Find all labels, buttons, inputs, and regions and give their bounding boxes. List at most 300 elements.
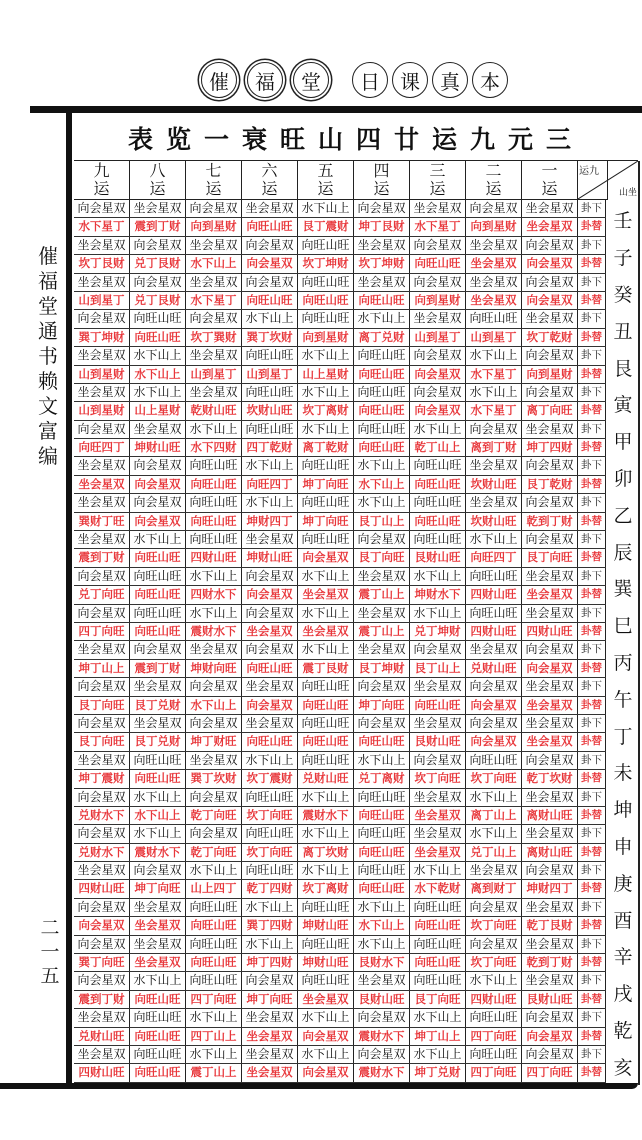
- table-cell: 坤丁兑财: [410, 1064, 466, 1081]
- table-cell: 水下山上: [298, 568, 354, 585]
- table-cell: 向旺山旺: [410, 476, 466, 493]
- table-row: [74, 660, 606, 678]
- table-row: [74, 678, 606, 696]
- table-cell: 坐会星双: [242, 715, 298, 732]
- table-cell: 向旺山旺: [186, 972, 242, 989]
- gua-label: 卦下: [578, 494, 606, 511]
- table-cell: 向旺山旺: [242, 347, 298, 364]
- table-cell: 坐会星双: [522, 200, 578, 217]
- table-cell: 向旺山旺: [242, 292, 298, 309]
- mountain-label: 丙: [613, 652, 633, 674]
- table-cell: 震到丁财: [130, 660, 186, 677]
- table-cell: 向会星双: [354, 715, 410, 732]
- table-cell: 震财水下: [130, 844, 186, 861]
- gua-label: 卦替: [578, 402, 606, 419]
- table-cell: 水下山上: [466, 789, 522, 806]
- table-cell: 山到星丁: [410, 329, 466, 346]
- table-cell: 水下山上: [354, 752, 410, 769]
- table-cell: 向旺山旺: [466, 605, 522, 622]
- table-row: [74, 310, 606, 328]
- table-cell: 向会星双: [466, 733, 522, 750]
- mountain-label: 巳: [613, 615, 633, 638]
- side-author-text: 催福堂通书赖文富编: [38, 244, 58, 468]
- mountain-label: 乙: [613, 504, 633, 527]
- table-cell: 坐会星双: [74, 1009, 130, 1026]
- gua-label: 卦替: [578, 218, 606, 235]
- table-cell: 水下山上: [242, 899, 298, 916]
- table-cell: 水下山上: [130, 972, 186, 989]
- table-cell: 向会星双: [354, 678, 410, 695]
- fortune-table: [74, 200, 606, 1083]
- table-cell: 兑丁山上: [466, 844, 522, 861]
- table-row: [74, 605, 606, 623]
- table-cell: 巽丁四财: [242, 917, 298, 934]
- table-cell: 向会星双: [466, 678, 522, 695]
- table-cell: 水下山上: [130, 384, 186, 401]
- table-cell: 水下山上: [242, 936, 298, 953]
- table-cell: 坤财山旺: [298, 954, 354, 971]
- table-cell: 乾到丁财: [522, 954, 578, 971]
- table-cell: 向会星双: [186, 678, 242, 695]
- table-cell: 四丁向旺: [186, 991, 242, 1008]
- table-cell: 坎丁向旺: [242, 807, 298, 824]
- table-cell: 水下山上: [298, 1046, 354, 1063]
- table-cell: 坐会星双: [242, 623, 298, 640]
- gua-label: 卦替: [578, 880, 606, 897]
- table-row: [74, 715, 606, 733]
- table-cell: 坤财山旺: [130, 439, 186, 456]
- table-cell: 坤丁向旺: [354, 697, 410, 714]
- table-cell: 水下星丁: [466, 402, 522, 419]
- table-cell: 向旺山旺: [186, 457, 242, 474]
- table-cell: 向旺山旺: [186, 531, 242, 548]
- table-cell: 向会星双: [466, 200, 522, 217]
- table-cell: 坐会星双: [354, 568, 410, 585]
- table-cell: 向旺山旺: [410, 457, 466, 474]
- table-cell: 水下山上: [354, 494, 410, 511]
- gua-label: 卦下: [578, 936, 606, 953]
- table-cell: 向会星双: [186, 200, 242, 217]
- table-row: [74, 954, 606, 972]
- table-cell: 坐会星双: [242, 1064, 298, 1081]
- table-cell: 艮丁乾财: [522, 476, 578, 493]
- table-cell: 四财山旺: [466, 586, 522, 603]
- mountain-label: 酉: [613, 909, 633, 932]
- table-cell: 向旺山旺: [410, 972, 466, 989]
- table-cell: 向旺山旺: [298, 899, 354, 916]
- table-cell: 向会星双: [74, 605, 130, 622]
- table-cell: 水下山上: [186, 1046, 242, 1063]
- table-cell: 水下山上: [410, 1046, 466, 1063]
- table-cell: 向会星双: [522, 1009, 578, 1026]
- table-cell: 向到星财: [522, 366, 578, 383]
- table-cell: 艮丁向旺: [522, 549, 578, 566]
- table-cell: 四财山旺: [522, 623, 578, 640]
- table-cell: 坐会星双: [242, 678, 298, 695]
- table-cell: 水下山上: [298, 1009, 354, 1026]
- table-cell: 坐会星双: [242, 200, 298, 217]
- table-cell: 向会星双: [74, 789, 130, 806]
- table-cell: 向旺四丁: [74, 439, 130, 456]
- table-cell: 向旺四丁: [466, 549, 522, 566]
- table-cell: 水下山上: [186, 255, 242, 272]
- table-cell: 艮丁坤财: [354, 660, 410, 677]
- table-cell: 巽丁向旺: [74, 954, 130, 971]
- table-cell: 向会星双: [186, 825, 242, 842]
- table-row: [74, 549, 606, 567]
- table-cell: 向旺山旺: [298, 310, 354, 327]
- table-cell: 坐会星双: [74, 384, 130, 401]
- table-cell: 兑财山旺: [74, 1028, 130, 1045]
- gua-label: 卦替: [578, 439, 606, 456]
- mountain-label: 申: [613, 836, 633, 858]
- table-cell: 向会星双: [242, 237, 298, 254]
- table-cell: 水下山上: [298, 605, 354, 622]
- mountain-label: 癸: [613, 284, 633, 306]
- table-cell: 四财山旺: [466, 991, 522, 1008]
- table-cell: 向旺山旺: [186, 513, 242, 530]
- mountain-label: 壬: [613, 210, 633, 233]
- gua-label: 卦下: [578, 421, 606, 438]
- table-cell: 坐会星双: [410, 789, 466, 806]
- table-cell: 向会星双: [522, 237, 578, 254]
- table-cell: 向旺山旺: [410, 255, 466, 272]
- table-cell: 离丁坎财: [298, 844, 354, 861]
- table-cell: 坐会星双: [410, 807, 466, 824]
- table-cell: 震到丁财: [130, 218, 186, 235]
- table-cell: 坤丁山上: [74, 660, 130, 677]
- table-cell: 坎丁离财: [298, 880, 354, 897]
- table-cell: 坎丁向旺: [242, 844, 298, 861]
- mountain-label: 艮: [613, 357, 633, 380]
- right-border: [638, 161, 640, 1085]
- table-row: [74, 899, 606, 917]
- table-cell: 水下山上: [298, 862, 354, 879]
- table-cell: 向会星双: [130, 513, 186, 530]
- table-cell: 水下山上: [186, 862, 242, 879]
- table-cell: 坐会星双: [466, 457, 522, 474]
- table-cell: 水下山上: [354, 899, 410, 916]
- table-cell: 四丁乾财: [242, 439, 298, 456]
- mountain-label: 丑: [613, 320, 633, 343]
- table-cell: 坤丁四财: [242, 954, 298, 971]
- table-cell: 巽丁坎财: [242, 329, 298, 346]
- table-cell: 向会星双: [298, 1064, 354, 1081]
- table-cell: 坐会星双: [354, 605, 410, 622]
- table-cell: 坤丁向旺: [298, 513, 354, 530]
- gua-label: 卦下: [578, 1009, 606, 1026]
- table-cell: 水下山上: [466, 825, 522, 842]
- table-cell: 坐会星双: [298, 623, 354, 640]
- table-cell: 水下山上: [186, 421, 242, 438]
- left-rule: [66, 110, 72, 1088]
- table-cell: 巽财丁旺: [74, 513, 130, 530]
- gua-label: 卦下: [578, 678, 606, 695]
- table-cell: 坎丁艮财: [74, 255, 130, 272]
- table-cell: 坐会星双: [522, 421, 578, 438]
- table-cell: 向旺山旺: [130, 991, 186, 1008]
- mountain-label: 辛: [613, 946, 633, 969]
- table-cell: 向会星双: [130, 862, 186, 879]
- table-cell: 山到星财: [74, 402, 130, 419]
- table-cell: 离财山旺: [522, 807, 578, 824]
- table-cell: 向会星双: [522, 384, 578, 401]
- table-cell: 坎丁离财: [298, 402, 354, 419]
- table-cell: 向会星双: [410, 347, 466, 364]
- table-cell: 兑财水下: [74, 807, 130, 824]
- table-cell: 四丁向旺: [466, 1064, 522, 1081]
- table-cell: 向旺山旺: [466, 752, 522, 769]
- table-cell: 坐会星双: [466, 292, 522, 309]
- table-cell: 向会星双: [130, 494, 186, 511]
- table-cell: 向到星财: [410, 292, 466, 309]
- table-cell: 向旺山旺: [466, 568, 522, 585]
- table-cell: 艮丁向旺: [354, 549, 410, 566]
- table-cell: 向旺山旺: [410, 899, 466, 916]
- table-cell: 向旺山旺: [354, 366, 410, 383]
- table-row: [74, 421, 606, 439]
- table-cell: 巽丁坎财: [186, 770, 242, 787]
- table-cell: 向会星双: [466, 899, 522, 916]
- table-cell: 四丁山上: [186, 1028, 242, 1045]
- gua-label: 卦替: [578, 1064, 606, 1081]
- column-header: 四运: [354, 161, 410, 199]
- gua-label: 卦下: [578, 825, 606, 842]
- column-header: 七运: [186, 161, 242, 199]
- table-cell: 向会星双: [522, 457, 578, 474]
- table-cell: 向旺山旺: [130, 310, 186, 327]
- table-cell: 坐会星双: [186, 384, 242, 401]
- table-cell: 水下星丁: [466, 366, 522, 383]
- gua-label: 卦替: [578, 770, 606, 787]
- table-cell: 向会星双: [130, 641, 186, 658]
- table-cell: 向旺山旺: [130, 568, 186, 585]
- table-cell: 山到星丁: [242, 366, 298, 383]
- table-cell: 坐会星双: [522, 678, 578, 695]
- table-cell: 坐会星双: [522, 697, 578, 714]
- table-cell: 坐会星双: [522, 733, 578, 750]
- table-cell: 水下山上: [354, 936, 410, 953]
- gua-label: 卦替: [578, 586, 606, 603]
- column-header: 六运: [242, 161, 298, 199]
- table-cell: 向会星双: [522, 641, 578, 658]
- table-cell: 向旺山旺: [298, 733, 354, 750]
- table-cell: 向旺山旺: [298, 936, 354, 953]
- table-cell: 向旺山旺: [242, 825, 298, 842]
- table-cell: 向旺山旺: [298, 457, 354, 474]
- mountain-label: 庚: [613, 872, 633, 895]
- table-cell: 向会星双: [242, 274, 298, 291]
- table-row: [74, 733, 606, 751]
- table-cell: 离丁向旺: [522, 402, 578, 419]
- table-cell: 四丁向旺: [522, 1064, 578, 1081]
- table-cell: 坐会星双: [466, 274, 522, 291]
- mountain-label: 丁: [613, 725, 633, 748]
- gua-label: 卦下: [578, 641, 606, 658]
- table-cell: 坐会星双: [74, 476, 130, 493]
- seal-char: 催: [201, 62, 237, 98]
- table-row: [74, 623, 606, 641]
- table-cell: 向会星双: [242, 641, 298, 658]
- mountain-label: 子: [613, 247, 633, 270]
- table-cell: 乾丁四财: [242, 880, 298, 897]
- table-cell: 向会星双: [186, 310, 242, 327]
- table-cell: 坐会星双: [74, 531, 130, 548]
- gua-label: 卦替: [578, 366, 606, 383]
- table-cell: 向会星双: [466, 697, 522, 714]
- table-cell: 向会星双: [242, 586, 298, 603]
- table-cell: 坐会星双: [354, 972, 410, 989]
- book-char: 本: [472, 62, 508, 98]
- table-row: [74, 1009, 606, 1027]
- table-cell: 向会星双: [130, 274, 186, 291]
- table-row: [74, 476, 606, 494]
- table-cell: 坤丁艮财: [354, 218, 410, 235]
- table-cell: 乾财山旺: [186, 402, 242, 419]
- table-cell: 向会星双: [466, 715, 522, 732]
- table-cell: 向旺山旺: [354, 807, 410, 824]
- mountain-label: 午: [613, 688, 633, 711]
- table-cell: 坐会星双: [74, 347, 130, 364]
- table-cell: 兑财山旺: [298, 770, 354, 787]
- table-cell: 坐会星双: [74, 457, 130, 474]
- table-cell: 震丁山上: [354, 623, 410, 640]
- table-cell: 向旺山旺: [354, 733, 410, 750]
- table-cell: 向旺山旺: [410, 531, 466, 548]
- table-cell: 四丁向旺: [466, 1028, 522, 1045]
- table-cell: 向会星双: [410, 366, 466, 383]
- table-cell: 向旺山旺: [242, 421, 298, 438]
- table-cell: 水下山上: [130, 807, 186, 824]
- gua-label: 卦下: [578, 1046, 606, 1063]
- table-cell: 向旺山旺: [130, 1028, 186, 1045]
- table-cell: 向会星双: [522, 292, 578, 309]
- table-cell: 艮丁向旺: [74, 697, 130, 714]
- table-cell: 向会星双: [74, 917, 130, 934]
- table-row: [74, 880, 606, 898]
- table-row: [74, 586, 606, 604]
- table-cell: 坐会星双: [186, 237, 242, 254]
- table-cell: 向到星财: [186, 218, 242, 235]
- table-cell: 震丁艮财: [298, 660, 354, 677]
- table-cell: 向旺山旺: [186, 954, 242, 971]
- table-title: 表览一衰旺山四廿运九元三: [74, 116, 638, 161]
- table-cell: 水下山上: [466, 347, 522, 364]
- table-cell: 向旺山旺: [298, 715, 354, 732]
- table-cell: 向会星双: [354, 1046, 410, 1063]
- table-cell: 向旺山旺: [410, 697, 466, 714]
- column-header: 九运: [74, 161, 130, 199]
- table-cell: 艮财水下: [354, 954, 410, 971]
- gua-label: 卦下: [578, 200, 606, 217]
- table-cell: 坐会星双: [130, 917, 186, 934]
- table-cell: 坐会星双: [298, 586, 354, 603]
- table-cell: 坤丁向旺: [130, 880, 186, 897]
- table-cell: 坎丁向旺: [466, 917, 522, 934]
- table-cell: 水下星丁: [186, 292, 242, 309]
- table-cell: 向会星双: [410, 641, 466, 658]
- table-row: [74, 347, 606, 365]
- table-cell: 乾丁向旺: [186, 807, 242, 824]
- gua-label: 卦替: [578, 954, 606, 971]
- table-cell: 向旺山旺: [242, 660, 298, 677]
- table-cell: 向旺山旺: [298, 531, 354, 548]
- table-cell: 向会星双: [74, 678, 130, 695]
- table-cell: 艮丁山上: [354, 513, 410, 530]
- table-cell: 水下山上: [298, 825, 354, 842]
- table-cell: 坐会星双: [74, 274, 130, 291]
- table-cell: 坐会星双: [242, 1028, 298, 1045]
- table-cell: 向会星双: [242, 605, 298, 622]
- table-cell: 坐会星双: [74, 237, 130, 254]
- table-cell: 坎丁向旺: [410, 770, 466, 787]
- gua-label: 卦下: [578, 972, 606, 989]
- table-cell: 艮财山旺: [522, 991, 578, 1008]
- table-cell: 震丁山上: [186, 1064, 242, 1081]
- gua-label: 卦下: [578, 347, 606, 364]
- book-char: 日: [352, 62, 388, 98]
- gua-label: 卦替: [578, 991, 606, 1008]
- table-cell: 乾到丁财: [522, 513, 578, 530]
- table-cell: 坎丁坤财: [298, 255, 354, 272]
- table-cell: 向会星双: [74, 200, 130, 217]
- table-cell: 坎丁向旺: [466, 770, 522, 787]
- table-cell: 兑丁坤财: [410, 623, 466, 640]
- corner-header: [578, 161, 637, 199]
- table-cell: 水下山上: [298, 200, 354, 217]
- table-cell: 坐会星双: [410, 715, 466, 732]
- table-cell: 向会星双: [74, 972, 130, 989]
- table-cell: 坐会星双: [354, 274, 410, 291]
- table-cell: 向旺山旺: [354, 862, 410, 879]
- table-cell: 艮丁兑财: [130, 697, 186, 714]
- table-cell: 坐会星双: [186, 274, 242, 291]
- table-cell: 向会星双: [74, 310, 130, 327]
- table-cell: 坐会星双: [410, 200, 466, 217]
- gua-label: 卦替: [578, 513, 606, 530]
- table-cell: 向旺山旺: [354, 347, 410, 364]
- table-cell: 向旺山旺: [466, 310, 522, 327]
- table-cell: 水下山上: [186, 605, 242, 622]
- table-cell: 向旺山旺: [410, 494, 466, 511]
- table-cell: 坐会星双: [186, 752, 242, 769]
- table-cell: 坐会星双: [298, 991, 354, 1008]
- table-row: [74, 972, 606, 990]
- table-cell: 坎丁震财: [242, 770, 298, 787]
- table-cell: 向旺山旺: [130, 549, 186, 566]
- table-row: [74, 457, 606, 475]
- table-cell: 向会星双: [186, 715, 242, 732]
- corner-bottom-label: 山坐: [618, 188, 637, 198]
- table-cell: 坐会星双: [522, 825, 578, 842]
- table-row: [74, 789, 606, 807]
- table-cell: 坎丁乾财: [522, 329, 578, 346]
- table-cell: 坤丁向旺: [298, 476, 354, 493]
- gua-label: 卦下: [578, 568, 606, 585]
- table-cell: 坐会星双: [522, 789, 578, 806]
- table-cell: 向旺山旺: [186, 899, 242, 916]
- gua-label: 卦下: [578, 605, 606, 622]
- table-cell: 向旺山旺: [410, 954, 466, 971]
- table-cell: 水下四财: [186, 439, 242, 456]
- seal-char: 福: [247, 62, 283, 98]
- table-cell: 巽丁坤财: [74, 329, 130, 346]
- table-row: [74, 274, 606, 292]
- table-cell: 向会星双: [522, 752, 578, 769]
- table-cell: 艮财山旺: [410, 549, 466, 566]
- table-cell: 向旺山旺: [242, 789, 298, 806]
- table-cell: 兑财水下: [74, 844, 130, 861]
